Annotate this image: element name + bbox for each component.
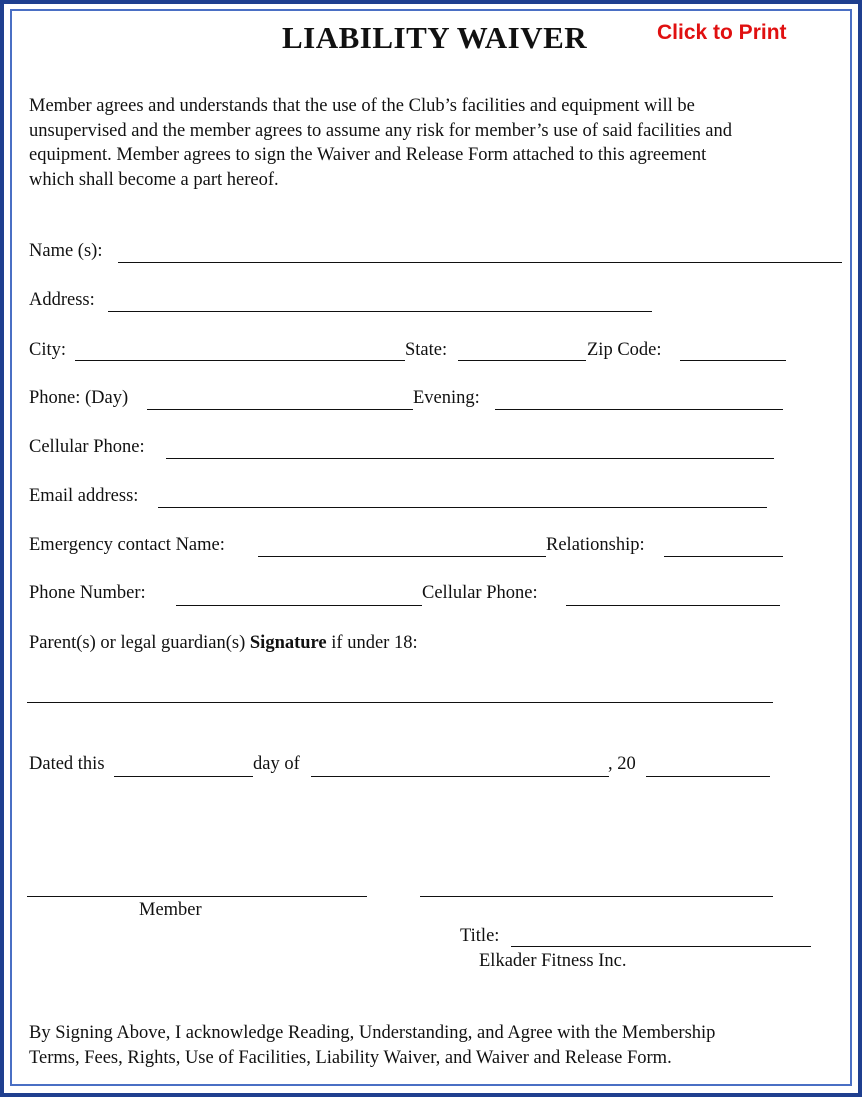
name-label: Name (s): (29, 241, 103, 261)
company-name: Elkader Fitness Inc. (479, 951, 627, 971)
phone-number-line[interactable] (176, 605, 422, 606)
footer-line-1: By Signing Above, I acknowledge Reading, Understanding, and Agree with the Membership (29, 1023, 716, 1043)
guardian-prefix: Parent(s) or legal guardian(s) (29, 633, 250, 653)
city-line[interactable] (75, 360, 405, 361)
guardian-suffix: if under 18: (326, 633, 418, 653)
title-line[interactable] (511, 946, 811, 947)
year-prefix-label: , 20 (608, 754, 636, 774)
footer-line-2: Terms, Fees, Rights, Use of Facilities, Liability Waiver, and Waiver and Release Form. (29, 1048, 672, 1068)
document-title: LIABILITY WAIVER (282, 20, 588, 55)
cellular-phone-label: Cellular Phone: (29, 437, 145, 457)
evening-line[interactable] (495, 409, 783, 410)
relationship-line[interactable] (664, 556, 783, 557)
intro-line-1: Member agrees and understands that the use of the Club’s facilities and equipment will be (29, 96, 695, 116)
relationship-label: Relationship: (546, 535, 645, 555)
intro-line-2: unsupervised and the member agrees to assume any risk for member’s use of said facilities and (29, 120, 732, 141)
guardian-signature-label (29, 633, 418, 654)
guardian-signature-line[interactable] (27, 702, 773, 703)
email-label: Email address: (29, 486, 139, 506)
club-signature-line[interactable] (420, 896, 773, 897)
title-label: Title: (460, 926, 500, 946)
day-of-label: day of (253, 754, 300, 774)
dated-this-label: Dated this (29, 754, 105, 774)
member-label: Member (139, 900, 202, 920)
city-label: City: (29, 340, 67, 360)
emergency-contact-line[interactable] (258, 556, 546, 557)
evening-label: Evening: (413, 388, 480, 408)
zip-label: Zip Code: (587, 340, 662, 360)
zip-line[interactable] (680, 360, 786, 361)
state-label: State: (405, 340, 448, 360)
emergency-cellular-label: Cellular Phone: (422, 583, 538, 603)
dated-day-line[interactable] (114, 776, 253, 777)
state-line[interactable] (458, 360, 586, 361)
email-line[interactable] (158, 507, 767, 508)
name-line[interactable] (118, 262, 842, 263)
address-label: Address: (29, 290, 95, 310)
cellular-phone-line[interactable] (166, 458, 774, 459)
dated-month-line[interactable] (311, 776, 609, 777)
guardian-bold: Signature (249, 633, 327, 653)
member-signature-line[interactable] (27, 896, 367, 897)
dated-year-line[interactable] (646, 776, 770, 777)
emergency-cellular-line[interactable] (566, 605, 780, 606)
address-line[interactable] (108, 311, 652, 312)
phone-day-line[interactable] (147, 409, 413, 410)
intro-line-4: which shall become a part hereof. (29, 169, 279, 190)
phone-number-label: Phone Number: (29, 583, 146, 603)
phone-day-label: Phone: (Day) (29, 388, 129, 408)
print-button[interactable]: Click to Print (657, 21, 787, 44)
emergency-contact-label: Emergency contact Name: (29, 535, 225, 555)
intro-line-3: equipment. Member agrees to sign the Waiver and Release Form attached to this agreement (29, 145, 707, 165)
